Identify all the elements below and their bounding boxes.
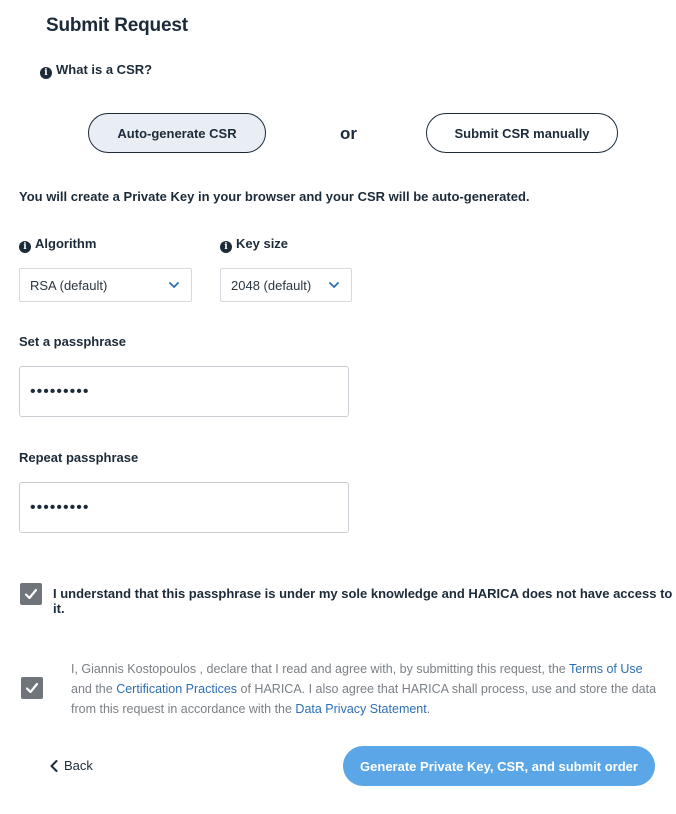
agreement-text-part: I, Giannis Kostopoulos , declare that I read and agree with, by submitting this request, the <box>71 662 569 676</box>
algorithm-label-text: Algorithm <box>35 236 97 251</box>
what-is-csr-label: What is a CSR? <box>56 62 153 77</box>
key-size-label <box>220 236 288 253</box>
data-privacy-statement-link[interactable]: Data Privacy Statement <box>295 702 427 716</box>
certification-practices-link[interactable]: Certification Practices <box>116 682 238 696</box>
key-size-select-value: 2048 (default) <box>231 277 312 293</box>
agreement-text-part: of HARICA. I also agree that HARICA shall process, use and store the data from this request in accordance with the <box>71 682 657 716</box>
what-is-csr-help[interactable] <box>40 62 152 79</box>
checkmark-icon <box>24 587 38 601</box>
info-icon: i <box>40 67 52 79</box>
algorithm-select-value: RSA (default) <box>30 277 108 293</box>
back-button[interactable] <box>50 758 93 773</box>
chevron-left-icon <box>50 760 58 772</box>
auto-generate-csr-button[interactable]: Auto-generate CSR <box>88 113 266 153</box>
generate-and-submit-button[interactable]: Generate Private Key, CSR, and submit order <box>343 746 655 786</box>
page-title: Submit Request <box>46 15 188 36</box>
repeat-passphrase-label: Repeat passphrase <box>19 450 139 465</box>
agreement-checkbox[interactable] <box>21 677 43 699</box>
auto-generate-description: You will create a Private Key in your browser and your CSR will be auto-generated. <box>19 189 530 204</box>
acknowledge-label: I understand that this passphrase is under my sole knowledge and HARICA does not have access to it. <box>53 586 673 616</box>
key-size-select[interactable] <box>220 268 352 302</box>
info-icon[interactable]: i <box>220 241 232 253</box>
algorithm-select[interactable] <box>19 268 192 302</box>
repeat-passphrase-input[interactable]: ••••••••• <box>19 482 349 533</box>
acknowledge-checkbox[interactable] <box>20 583 42 605</box>
checkmark-icon <box>25 681 39 695</box>
key-size-label-text: Key size <box>236 236 289 251</box>
info-icon[interactable]: i <box>19 241 31 253</box>
agreement-text-part: . <box>426 702 431 716</box>
chevron-down-icon <box>329 280 339 290</box>
algorithm-label <box>19 236 96 253</box>
submit-csr-manually-button[interactable]: Submit CSR manually <box>426 113 618 153</box>
or-separator: or <box>340 124 357 143</box>
chevron-down-icon <box>169 280 179 290</box>
back-label: Back <box>64 758 93 773</box>
passphrase-label: Set a passphrase <box>19 334 126 349</box>
agreement-text-part: and the <box>71 682 117 696</box>
terms-of-use-link[interactable]: Terms of Use <box>568 662 643 676</box>
passphrase-input[interactable]: ••••••••• <box>19 366 349 417</box>
agreement-text <box>71 659 661 719</box>
